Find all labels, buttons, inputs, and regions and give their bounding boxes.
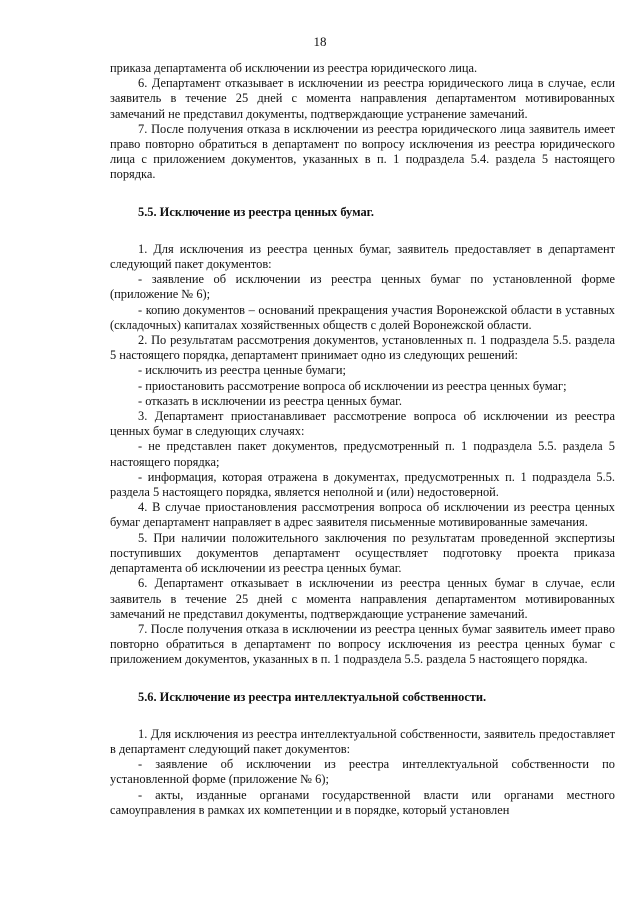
list-item: - отказать в исключении из реестра ценных бумаг. [138, 393, 402, 408]
document-body [110, 61, 615, 818]
section-5-5 [110, 242, 615, 668]
paragraph: 5. При наличии положительного заключения по результатам проведенной экспертизы поступивших документов департамент осуществляет подготовку проекта приказа департамента об исключении из реестра ценных бумаг. [110, 530, 615, 576]
page-number: 18 [313, 34, 327, 49]
paragraph: 7. После получения отказа в исключении из реестра юридического лица заявитель имеет право повторно обратиться в департамент по вопросу исключения из реестра юридического лица с приложением документов, указанных в п. 1 подраздела 5.4. раздела 5 настоящего порядка. [110, 121, 615, 182]
list-item: - акты, изданные органами государственной власти или органами местного самоуправления в рамках их компетенции и в порядке, который установлен [110, 787, 615, 817]
paragraph: 4. В случае приостановления рассмотрения вопроса об исключении из реестра ценных бумаг департамент направляет в адрес заявителя письменные мотивированные замечания. [110, 500, 615, 530]
list-item: - не представлен пакет документов, предусмотренный п. 1 подраздела 5.5. раздела 5 настоящего порядка; [110, 439, 615, 469]
paragraph: 1. Для исключения из реестра интеллектуальной собственности, заявитель предоставляет в департамент следующий пакет документов: [110, 726, 615, 756]
paragraph: 1. Для исключения из реестра ценных бумаг, заявитель предоставляет в департамент следующий пакет документов: [110, 241, 615, 272]
section-5-6 [110, 727, 615, 818]
section-heading: 5.6. Исключение из реестра интеллектуальной собственности. [138, 689, 487, 704]
paragraph: 7. После получения отказа в исключении из реестра ценных бумаг заявитель имеет право повторно обратиться в департамент по вопросу исключения из реестра ценных бумаг с приложением документов, указанных в п. 1 подраздела 5.5. раздела 5 настоящего порядка. [110, 621, 615, 667]
list-item: - приостановить рассмотрение вопроса об исключении из реестра ценных бумаг; [138, 378, 567, 393]
list-item: - исключить из реестра ценные бумаги; [138, 363, 346, 378]
paragraph: 6. Департамент отказывает в исключении из реестра ценных бумаг в случае, если заявитель в течение 25 дней с момента направления департаментом мотивированных замечаний не представил документы, подтверждающие устранение замечаний. [110, 576, 615, 621]
paragraph: 2. По результатам рассмотрения документов, установленных п. 1 подраздела 5.5. раздела 5 настоящего порядка, департамент принимает одно из следующих решений: [110, 333, 615, 363]
list-item: - информация, которая отражена в документах, предусмотренных п. 1 подраздела 5.5. раздела 5 настоящего порядка, является неполной и (или) недостоверной. [110, 469, 615, 500]
paragraph: 6. Департамент отказывает в исключении из реестра юридического лица в случае, если заявитель в течение 25 дней с момента направления департаментом мотивированных замечаний не представил документы, подтверждающие устранение замечаний. [110, 76, 615, 121]
paragraph: 3. Департамент приостанавливает рассмотрение вопроса об исключении из реестра ценных бумаг в следующих случаях: [110, 409, 615, 439]
list-item: - заявление об исключении из реестра ценных бумаг по установленной форме (приложение № 6); [110, 272, 615, 302]
list-item: - копию документов – оснований прекращения участия Воронежской области в уставных (складочных) капиталах хозяйственных обществ с долей Воронежской области. [110, 302, 615, 332]
paragraph: приказа департамента об исключении из реестра юридического лица. [110, 61, 478, 75]
section-heading: 5.5. Исключение из реестра ценных бумаг. [138, 204, 374, 219]
intro-block [110, 61, 615, 183]
list-item: - заявление об исключении из реестра интеллектуальной собственности по установленной форме (приложение № 6); [110, 757, 615, 787]
